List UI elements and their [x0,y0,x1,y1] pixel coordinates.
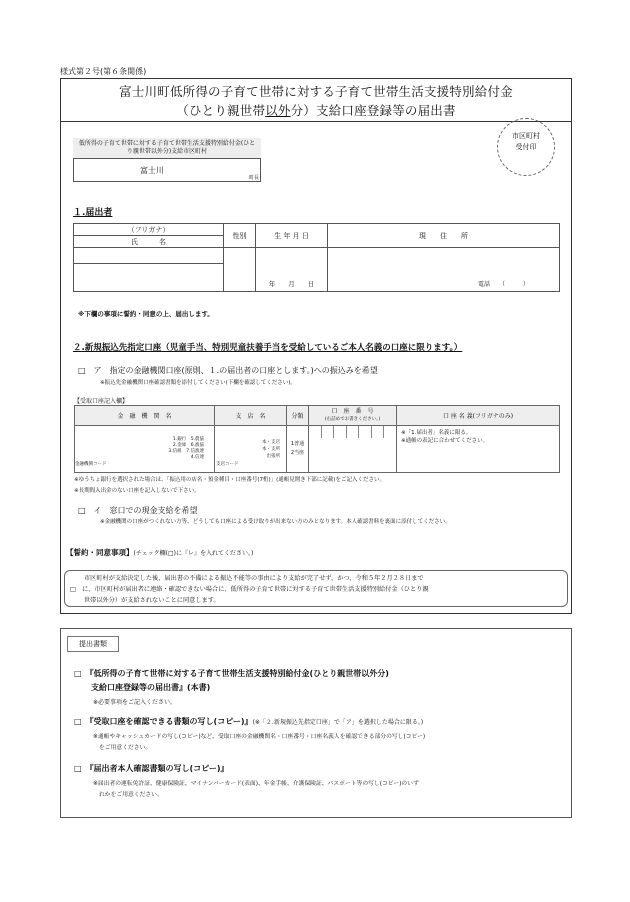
addressee-city: 富士川 [140,166,164,175]
doc-item2: □ 『受取口座を確認できる書類の写し(コピー)』 [74,717,253,726]
doc-item1-note: ※必要事項をご記入ください。 [93,699,177,706]
dob-placeholder: 年 月 日 [268,280,315,288]
address-header: 現 住 所 [328,224,560,248]
dob-header: 生 年 月 日 [256,224,328,248]
pledge-intro: ※下欄の事項に誓約・同意の上、届出します。 [78,310,214,318]
holder-input[interactable] [397,426,560,473]
phone-paren: （ ） [501,281,529,288]
stamp-line2: 受付印 [515,143,537,151]
branch-code-label: 支店コード [216,462,239,467]
account-type-input[interactable] [287,426,309,473]
bank-code-label: 金融機関コード [75,462,107,467]
documents-heading: 提出書類 [67,636,119,652]
pledge-text2[interactable]: □ に、市区町村が届出者に連絡・確認できない場合に、低所得の子育て世帯に対する子育て世帯生活支援特別給付金（ひとり親 [70,586,429,593]
stamp-line1: 市区町村 [512,132,540,140]
account-number-title: 口 座 番 号 [331,408,374,415]
reception-stamp-area [497,118,555,176]
option-a-label[interactable]: □ ア 指定の金融機関口座(原則、１.の届出者の口座とします。)への振込みを希望 [78,366,378,375]
pledge-heading-sub: (チェック欄(□)に『レ』を入れてください。) [133,550,254,557]
doc-item2-aside: (※「２.新規振込先指定口座」で「ア」を選択した場合に限る。) [252,719,424,726]
gender-input[interactable] [224,248,256,292]
doc-item3-note2: れかをご用意ください。 [99,792,163,798]
pledge-heading-line [66,547,253,558]
doc-item1-line1[interactable]: □ 『低所得の子育て世帯に対する子育て世帯生活支援特別給付金(ひとり親世帯以外分) [74,669,389,678]
doc-item3[interactable]: □ 『届出者本人確認書類の写し(コピー)』 [74,764,229,773]
furigana-input[interactable] [74,248,224,264]
addressee-header: 低所得の子育て世帯に対する子育て世帯生活支援特別給付金(ひとり親世帯以外分)支給市区町村 [73,138,261,159]
phone-label: 電話 [477,281,490,288]
section2-heading: ２.新規振込先指定口座（児童手当、特別児童扶養手当を受給しているご本人名義の口座に限ります。） [73,343,463,353]
name-header: 氏 名 [74,236,224,248]
dob-input[interactable] [256,248,328,292]
title-part-a: （ひとり親世帯 [176,103,266,118]
holder-note2: ※通帳の表記に合わせてください。 [401,438,489,444]
option-i-label[interactable]: □ イ 窓口での現金支給を希望 [78,506,198,515]
form-number: 様式第２号(第６条関係) [60,67,147,76]
doc-item2-note2: をご用意ください。 [99,745,152,751]
account-number-header [309,406,397,426]
account-table [74,405,560,473]
title-part-underlined: 以外 [265,103,291,118]
form-title-line2 [60,101,572,119]
account-table-label: 【受取口座記入欄】 [74,398,129,405]
name-input[interactable] [74,264,224,292]
gender-header: 性別 [224,224,256,248]
doc-item1-line2: 支給口座登録等の届出書』(本書) [91,683,211,692]
doc-item2-note1: ※通帳やキャッシュカードの写し(コピー)など、受取口座の金融機関名・口座番号・口座名義人を確認できる部分の写し(コピー) [93,734,426,740]
pledge-text1: 市区町村が支給決定した後、届出書の不備による振込不能等の事由により支給が完了せず、かつ、令和５年２月２８日まで [84,575,424,582]
holder-header: 口 座 名 義(フリガナのみ) [397,406,560,426]
bank-header: 金 融 機 関 名 [75,406,215,426]
branch-header: 支 店 名 [215,406,287,426]
bank-type-options: 1.銀行 5.農協 2.金庫 6.漁協 3.信組 7.信漁連 4.信連 [168,437,204,460]
account-type-options: 1普通 2当座 [290,441,305,456]
long-inactive-note: ※長期間入出金のない口座を記入しないで下さい。 [74,488,200,494]
form-title-line1: 富士川町低所得の子育て世帯に対する子育て世帯生活支援特別給付金 [119,84,513,99]
pledge-heading: 【誓約・同意事項】 [66,548,134,557]
holder-note1: ※「1.届出者」名義に限る。 [401,430,472,436]
yucho-note: ※ゆうちょ銀行を選択された場合は、「振込用の店名・預金種目・口座番号(7桁)」(通帳見開き下部に記載)をご記入ください。 [74,477,385,483]
doc-item3-note1: ※届出者の運転免許証、健康保険証、マイナンバーカード(表面)、年金手帳、介護保険証、パスポート等の写し(コピー)のいず [93,781,419,787]
account-number-sub: (右詰めでお書きください。) [324,417,381,422]
account-number-input[interactable] [309,426,397,473]
option-a-note: ※振込先金融機関口座確認書類を添付してください(下欄を確認してください)。 [100,380,296,386]
pledge-text3: 世帯以外分）が支給されないことに同意します。 [84,597,220,604]
address-input[interactable] [328,248,560,292]
applicant-table [73,223,560,292]
type-header: 分類 [287,406,309,426]
furigana-header: （フリガナ） [74,224,224,236]
section1-heading: １.届出者 [73,208,113,218]
branch-type-options: 本・支店 本・支所 出張所 [262,439,280,459]
doc-item2-line[interactable] [74,716,423,727]
addressee-mayor: 町長 [249,175,260,181]
title-part-c: 分）支給口座登録等の届出書 [290,103,456,118]
option-i-note: ※金融機関の口座がつくれない方等、どうしても口座による受け取りが出来ない方のみとなります。本人確認書料を裏面に添付してください。 [100,519,451,525]
